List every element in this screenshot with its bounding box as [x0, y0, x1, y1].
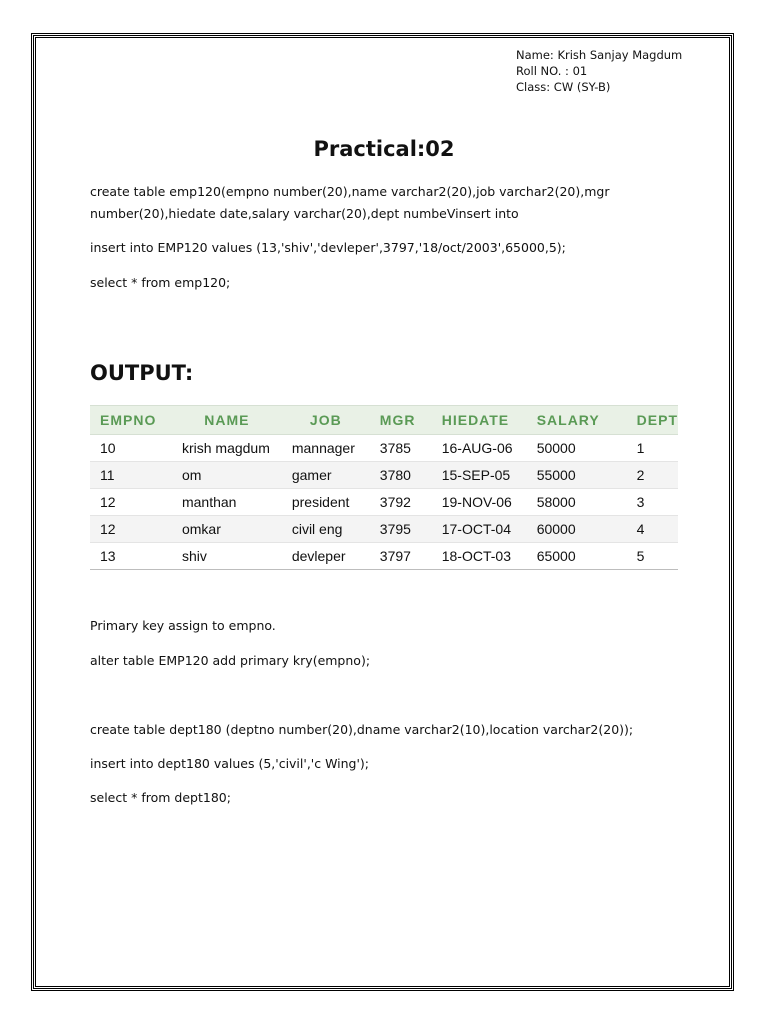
table-cell: 1 [627, 435, 678, 462]
table-cell: omkar [172, 516, 282, 543]
student-name: Name: Krish Sanjay Magdum [516, 48, 683, 62]
insert-emp-statement: insert into EMP120 values (13,'shiv','devleper',3797,'18/oct/2003',65000,5); [90, 240, 566, 255]
output-heading: OUTPUT: [90, 361, 194, 385]
table-cell: 12 [90, 516, 172, 543]
table-cell: 50000 [527, 435, 627, 462]
create-emp-line-1: create table emp120(empno number(20),name varchar2(20),job varchar2(20),mgr [90, 184, 610, 199]
table-cell: 19-NOV-06 [432, 489, 527, 516]
create-emp-line-2: number(20),hiedate date,salary varchar(20),dept numbeVinsert into [90, 206, 519, 221]
table-cell: civil eng [282, 516, 370, 543]
select-emp-statement: select * from emp120; [90, 275, 231, 290]
table-cell: 13 [90, 543, 172, 570]
table-cell: 65000 [527, 543, 627, 570]
table-cell: 5 [627, 543, 678, 570]
table-cell: 3795 [370, 516, 432, 543]
table-cell: 2 [627, 462, 678, 489]
table-cell: 55000 [527, 462, 627, 489]
table-cell: gamer [282, 462, 370, 489]
table-row [90, 489, 678, 516]
table-cell: devleper [282, 543, 370, 570]
table-header-row [90, 406, 678, 435]
table-cell: 58000 [527, 489, 627, 516]
table-row [90, 435, 678, 462]
table-cell: mannager [282, 435, 370, 462]
roll-number: Roll NO. : 01 [516, 64, 588, 78]
alter-statement: alter table EMP120 add primary kry(empno); [90, 653, 371, 668]
insert-dept-statement: insert into dept180 values (5,'civil','c Wing'); [90, 756, 370, 771]
result-table [90, 405, 678, 570]
table-row [90, 516, 678, 543]
primary-key-note: Primary key assign to empno. [90, 618, 276, 633]
table-cell: 17-OCT-04 [432, 516, 527, 543]
table-cell: 3785 [370, 435, 432, 462]
student-info [516, 47, 682, 95]
table-row [90, 462, 678, 489]
table-row [90, 543, 678, 570]
class-info: Class: CW (SY-B) [516, 80, 611, 94]
create-dept-statement: create table dept180 (deptno number(20),dname varchar2(10),location varchar2(20)); [90, 722, 634, 737]
table-cell: krish magdum [172, 435, 282, 462]
table-cell: shiv [172, 543, 282, 570]
page-title: Practical:02 [313, 137, 455, 161]
column-header: EMPNO [90, 406, 172, 435]
table-cell: 3 [627, 489, 678, 516]
table-cell: 3797 [370, 543, 432, 570]
column-header: DEPT [627, 406, 678, 435]
column-header: JOB [282, 406, 370, 435]
table-cell: 18-OCT-03 [432, 543, 527, 570]
table-cell: 10 [90, 435, 172, 462]
table-cell: 12 [90, 489, 172, 516]
table-cell: 4 [627, 516, 678, 543]
column-header: HIEDATE [432, 406, 527, 435]
column-header: SALARY [527, 406, 627, 435]
table-cell: om [172, 462, 282, 489]
table-cell: 3792 [370, 489, 432, 516]
table-cell: 16-AUG-06 [432, 435, 527, 462]
table-cell: president [282, 489, 370, 516]
select-dept-statement: select * from dept180; [90, 790, 231, 805]
table-cell: 60000 [527, 516, 627, 543]
column-header: MGR [370, 406, 432, 435]
table-cell: 11 [90, 462, 172, 489]
table-cell: manthan [172, 489, 282, 516]
table-cell: 3780 [370, 462, 432, 489]
column-header: NAME [172, 406, 282, 435]
table-cell: 15-SEP-05 [432, 462, 527, 489]
